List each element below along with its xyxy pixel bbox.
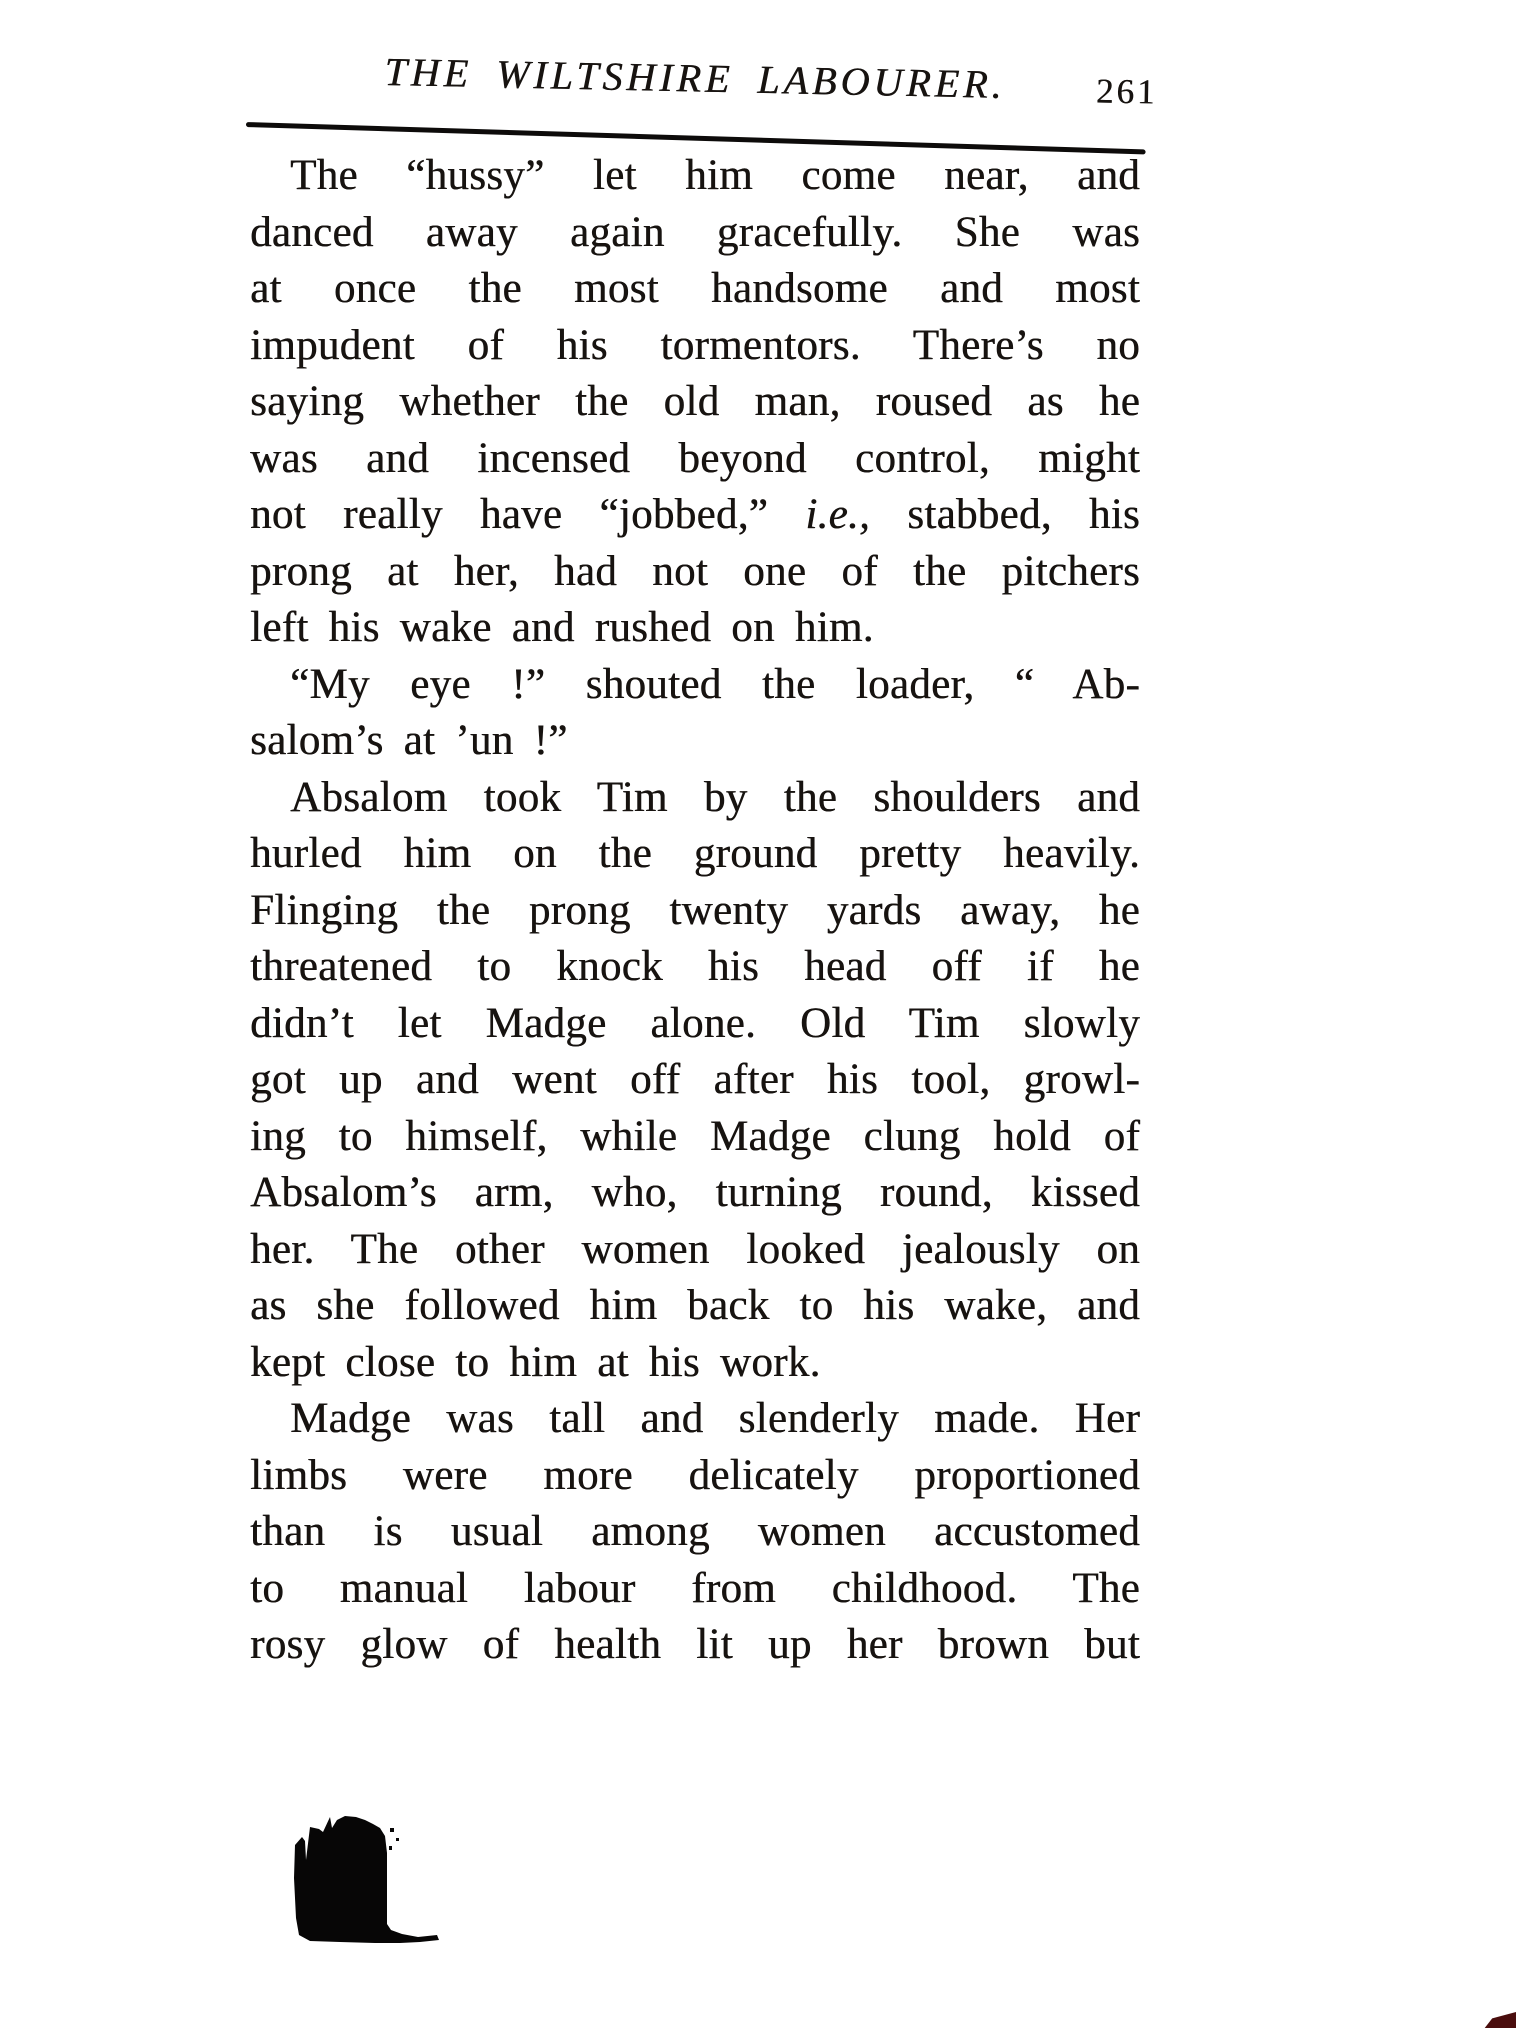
page-number: 261 [1095,71,1158,112]
text-line: danced away again gracefully. She was [250,208,1140,256]
text-line: didn’t let Madge alone. Old Tim slowly [250,999,1140,1047]
text-line: to manual labour from childhood. The [250,1564,1140,1612]
text-line: as she followed him back to his wake, and [250,1282,1140,1329]
text-line: left his wake and rushed on him. [250,604,874,651]
body-text-block [250,148,1140,1674]
text-line: ing to himself, while Madge clung hold of [250,1112,1140,1160]
text-line: limbs were more delicately proportioned [250,1451,1140,1499]
text-line: impudent of his tormentors. There’s no [250,321,1140,369]
text-line: was and incensed beyond control, might [250,434,1140,482]
text-segment: not really have “jobbed,” [250,491,769,538]
text-line: Absalom’s arm, who, turning round, kissed [250,1169,1140,1216]
text-line: prong at her, had not one of the pitchers [250,547,1140,595]
text-line [250,487,1140,544]
text-line: saying whether the old man, roused as he [250,378,1140,425]
text-line: Madge was tall and slenderly made. Her [290,1395,1140,1442]
text-line: threatened to knock his head off if he [250,943,1140,990]
text-line: hurled him on the ground pretty heavily. [250,830,1140,877]
text-segment: stabbed, his [907,491,1140,538]
text-line: Flinging the prong twenty yards away, he [250,886,1140,934]
text-line: “My eye !” shouted the loader, “ Ab- [290,660,1140,708]
text-line: rosy glow of health lit up her brown but [250,1621,1140,1668]
text-segment-italic: i.e., [805,491,871,538]
text-line: Absalom took Tim by the shoulders and [290,773,1140,821]
running-head-title: THE WILTSHIRE LABOURER. [384,48,1007,107]
text-line: than is usual among women accustomed [250,1508,1140,1555]
corner-mark-artifact [1482,2012,1516,2028]
text-line: salom’s at ’un !” [250,717,568,764]
text-line: her. The other women looked jealously on [250,1225,1140,1273]
text-line: The “hussy” let him come near, and [290,152,1140,199]
text-line: got up and went off after his tool, growl- [250,1056,1140,1103]
text-line: kept close to him at his work. [250,1338,821,1386]
ink-blot-artifact [290,1808,450,1950]
text-line: at once the most handsome and most [250,265,1140,312]
